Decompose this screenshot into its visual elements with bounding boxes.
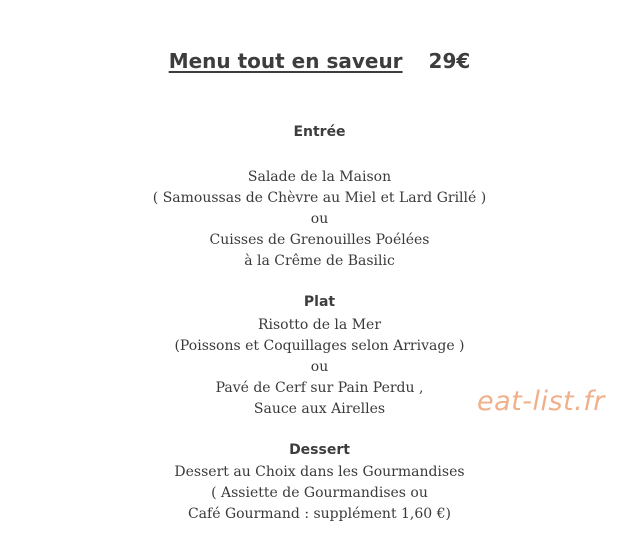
dish-line: Salade de la Maison — [247, 169, 392, 185]
dish-line: ou — [310, 359, 329, 375]
menu-price: 29€ — [428, 49, 471, 73]
dish-line: ( Samoussas de Chèvre au Miel et Lard Grillé ) — [152, 190, 487, 206]
dish-line: à la Crême de Basilic — [244, 253, 395, 269]
dish-line: Pavé de Cerf sur Pain Perdu , — [215, 380, 424, 396]
dish-line: ( Assiette de Gourmandises ou — [211, 485, 428, 501]
dish-line: Sauce aux Airelles — [253, 401, 386, 417]
dish-line: Dessert au Choix dans les Gourmandises — [174, 464, 465, 480]
section-heading-entree: Entrée — [293, 124, 346, 140]
dish-line: ou — [310, 211, 329, 227]
dish-line: Café Gourmand : supplément 1,60 €) — [187, 506, 452, 522]
dish-line: Cuisses de Grenouilles Poélées — [209, 232, 430, 248]
section-heading-dessert: Dessert — [289, 442, 350, 458]
watermark-text: eat-list.fr — [477, 386, 605, 417]
menu-header — [0, 49, 639, 73]
dish-line: Risotto de la Mer — [257, 317, 382, 333]
section-heading-plat: Plat — [303, 294, 336, 310]
menu-title: Menu tout en saveur — [168, 49, 403, 73]
dish-line: (Poissons et Coquillages selon Arrivage ) — [174, 338, 465, 354]
